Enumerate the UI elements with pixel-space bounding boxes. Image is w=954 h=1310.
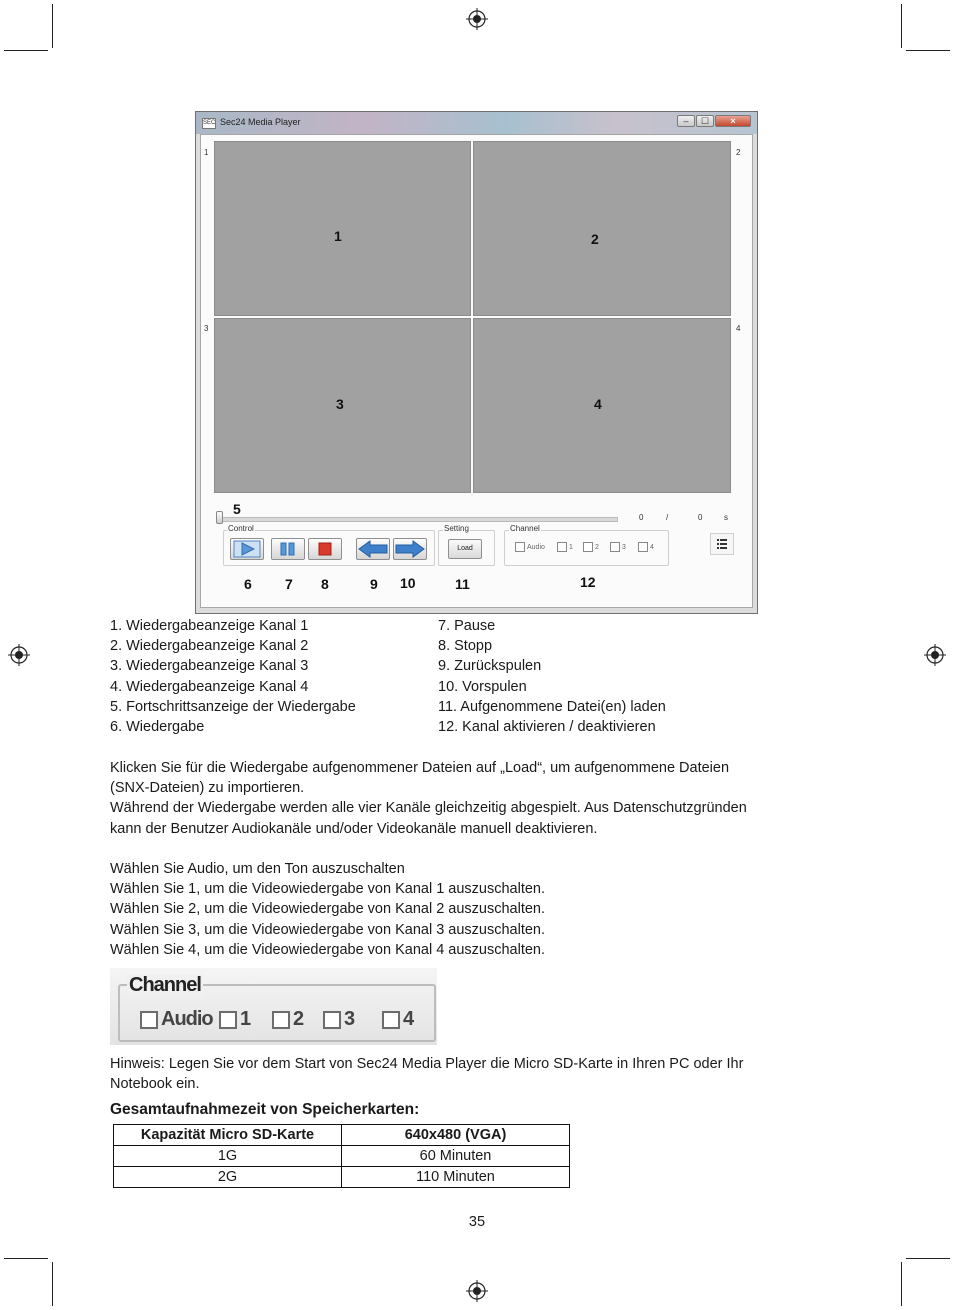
- rewind-button[interactable]: [356, 538, 390, 560]
- zoom-3-checkbox: [323, 1008, 354, 1031]
- channel-2-checkbox[interactable]: [583, 542, 599, 552]
- crop-mark: [52, 4, 53, 48]
- side-label: 2: [736, 148, 741, 157]
- paragraph-line: Während der Wiedergabe werden alle vier Kanäle gleichzeitig abgespielt. Aus Datenschutzgründen: [110, 800, 747, 817]
- capacity-table: [113, 1124, 570, 1188]
- close-button[interactable]: ×: [715, 115, 751, 127]
- load-instructions: [110, 758, 850, 839]
- paragraph-line: Hinweis: Legen Sie vor dem Start von Sec24 Media Player die Micro SD-Karte in Ihren PC oder Ihr: [110, 1056, 744, 1072]
- callout-10: 10: [400, 575, 416, 591]
- legend-item: 3. Wiedergabeanzeige Kanal 3: [110, 658, 309, 675]
- table-cell: 60 Minuten: [342, 1146, 570, 1167]
- forward-button[interactable]: [393, 538, 427, 560]
- legend-item: 2. Wiedergabeanzeige Kanal 2: [110, 638, 309, 655]
- legend-left: [110, 616, 356, 737]
- zoom-1-checkbox: [219, 1008, 250, 1031]
- legend-item: 5. Fortschrittsanzeige der Wiedergabe: [110, 698, 356, 715]
- table-header: Kapazität Micro SD-Karte: [114, 1125, 342, 1146]
- checkbox-label: 4: [403, 1008, 414, 1030]
- crop-mark: [4, 50, 48, 51]
- checkbox-label: 1: [240, 1008, 251, 1030]
- paragraph-line: Wählen Sie 1, um die Videowiedergabe von Kanal 1 auszuschalten.: [110, 881, 546, 898]
- player-client-area: [200, 134, 753, 608]
- channel-audio-checkbox[interactable]: [515, 542, 545, 552]
- arrow-right-icon: [394, 539, 426, 559]
- callout-6: 6: [244, 576, 252, 592]
- callout-3: 3: [336, 396, 344, 412]
- crop-mark: [4, 1258, 48, 1259]
- page-number: 35: [468, 1214, 486, 1230]
- callout-1: 1: [334, 228, 342, 244]
- window-title: Sec24 Media Player: [220, 117, 301, 127]
- channel-group-label: Channel: [510, 524, 540, 533]
- registration-mark-icon: [8, 644, 30, 666]
- checkbox-box: [638, 542, 648, 552]
- table-header-row: [114, 1125, 570, 1146]
- registration-mark-icon: [924, 644, 946, 666]
- channel-zoom-image: [110, 968, 437, 1045]
- crop-mark: [901, 4, 902, 48]
- checkbox-box: [140, 1011, 158, 1029]
- paragraph-line: Klicken Sie für die Wiedergabe aufgenommener Dateien auf „Load“, um aufgenommene Dateien: [110, 760, 730, 776]
- pause-button[interactable]: [271, 538, 305, 560]
- table-header: 640x480 (VGA): [342, 1125, 570, 1146]
- checkbox-label: 3: [622, 543, 626, 551]
- channel-instructions: [110, 859, 850, 960]
- table-cell: 1G: [114, 1146, 342, 1167]
- setting-group-label: Setting: [444, 524, 469, 533]
- media-player-window: [195, 111, 758, 614]
- crop-mark: [906, 50, 950, 51]
- legend-item: 4. Wiedergabeanzeige Kanal 4: [110, 678, 309, 695]
- legend-item: 12. Kanal aktivieren / deaktivieren: [438, 719, 656, 736]
- checkbox-label: Audio: [161, 1008, 213, 1030]
- callout-9: 9: [370, 576, 378, 592]
- checkbox-box: [583, 542, 593, 552]
- channel-zoom-title: Channel: [129, 974, 201, 996]
- crop-mark: [52, 1262, 53, 1306]
- checkbox-box: [557, 542, 567, 552]
- side-label: 4: [736, 324, 741, 333]
- side-label: 1: [204, 148, 209, 157]
- registration-mark-icon: [466, 1280, 488, 1302]
- capacity-heading: Gesamtaufnahmezeit von Speicherkarten:: [110, 1101, 420, 1118]
- paragraph-line: Wählen Sie 2, um die Videowiedergabe von Kanal 2 auszuschalten.: [110, 901, 546, 918]
- legend-item: 11. Aufgenommene Datei(en) laden: [438, 698, 666, 715]
- video-pane-2[interactable]: [473, 141, 731, 316]
- checkbox-label: 1: [569, 543, 573, 551]
- paragraph-line: Wählen Sie 3, um die Videowiedergabe von Kanal 3 auszuschalten.: [110, 921, 546, 938]
- control-group-label: Control: [228, 524, 254, 533]
- note-paragraph: [110, 1054, 850, 1094]
- zoom-audio-checkbox: [140, 1008, 213, 1031]
- table-cell: 2G: [114, 1167, 342, 1188]
- channel-1-checkbox[interactable]: [557, 542, 573, 552]
- callout-4: 4: [594, 396, 602, 412]
- checkbox-label: 2: [293, 1008, 304, 1030]
- list-icon: [711, 534, 733, 554]
- callout-2: 2: [591, 231, 599, 247]
- checkbox-box: [610, 542, 620, 552]
- callout-5: 5: [233, 501, 241, 517]
- video-pane-4[interactable]: [473, 318, 731, 493]
- video-pane-1[interactable]: [214, 141, 471, 316]
- checkbox-box: [323, 1011, 341, 1029]
- channel-4-checkbox[interactable]: [638, 542, 654, 552]
- legend-item: 7. Pause: [438, 618, 496, 634]
- checkbox-label: Audio: [527, 543, 545, 551]
- checkbox-box: [272, 1011, 290, 1029]
- play-icon: [231, 539, 263, 559]
- paragraph-line: Wählen Sie Audio, um den Ton auszuschalten: [110, 861, 405, 877]
- legend-item: 1. Wiedergabeanzeige Kanal 1: [110, 618, 309, 634]
- paragraph-line: Notebook ein.: [110, 1076, 200, 1093]
- seek-thumb[interactable]: [216, 511, 223, 524]
- registration-mark-icon: [466, 8, 488, 30]
- checkbox-box: [219, 1011, 237, 1029]
- zoom-2-checkbox: [272, 1008, 303, 1031]
- time-total: 0: [698, 513, 703, 522]
- callout-7: 7: [285, 576, 293, 592]
- seek-track[interactable]: [218, 517, 618, 522]
- app-icon: SEC: [202, 118, 216, 129]
- checkbox-label: 2: [595, 543, 599, 551]
- pause-icon: [272, 539, 304, 559]
- stop-button[interactable]: [308, 538, 342, 560]
- crop-mark: [906, 1258, 950, 1259]
- zoom-4-checkbox: [382, 1008, 413, 1031]
- play-button[interactable]: [230, 538, 264, 560]
- paragraph-line: Wählen Sie 4, um die Videowiedergabe von Kanal 4 auszuschalten.: [110, 941, 546, 958]
- table-row: [114, 1146, 570, 1167]
- title-bar[interactable]: [196, 112, 757, 134]
- arrow-left-icon: [357, 539, 389, 559]
- stop-icon: [309, 539, 341, 559]
- legend-item: 10. Vorspulen: [438, 678, 527, 695]
- callout-8: 8: [321, 576, 329, 592]
- minimize-button[interactable]: ‒: [677, 115, 695, 127]
- channel-3-checkbox[interactable]: [610, 542, 626, 552]
- legend-item: 6. Wiedergabe: [110, 719, 205, 736]
- legend-item: 9. Zurückspulen: [438, 658, 542, 675]
- time-separator: /: [666, 513, 669, 522]
- checkbox-box: [515, 542, 525, 552]
- legend-item: 8. Stopp: [438, 638, 493, 655]
- paragraph-line: (SNX-Dateien) zu importieren.: [110, 780, 305, 797]
- playlist-button[interactable]: [710, 533, 734, 555]
- paragraph-line: kann der Benutzer Audiokanäle und/oder Videokanäle manuell deaktivieren.: [110, 820, 598, 837]
- checkbox-box: [382, 1011, 400, 1029]
- maximize-button[interactable]: ☐: [696, 115, 714, 127]
- side-label: 3: [204, 324, 209, 333]
- callout-11: 11: [455, 576, 470, 592]
- load-button[interactable]: Load: [448, 539, 482, 559]
- checkbox-label: 4: [650, 543, 654, 551]
- legend-right: [438, 616, 666, 737]
- time-current: 0: [639, 513, 644, 522]
- table-cell: 110 Minuten: [342, 1167, 570, 1188]
- checkbox-label: 3: [344, 1008, 355, 1030]
- crop-mark: [901, 1262, 902, 1306]
- table-row: [114, 1167, 570, 1188]
- time-unit: s: [724, 513, 728, 522]
- callout-12: 12: [580, 574, 596, 590]
